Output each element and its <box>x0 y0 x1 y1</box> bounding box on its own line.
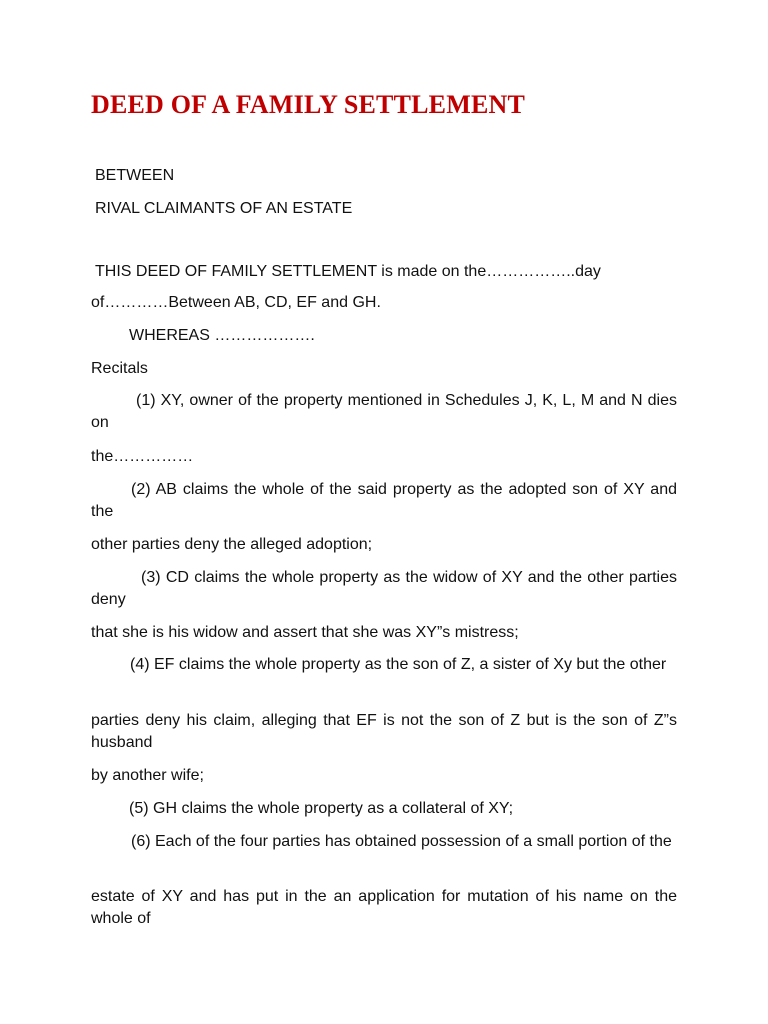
recital-3-continuation: that she is his widow and assert that she was XY”s mistress; <box>91 624 519 641</box>
recital-6-continuation: estate of XY and has put in the an application for mutation of his name on the whole of <box>91 888 677 927</box>
recital-1-paragraph: (1) XY, owner of the property mentioned in Schedules J, K, L, M and N dies on <box>91 392 677 431</box>
recital-1-continuation: the…………… <box>91 448 194 465</box>
recital-5-paragraph: (5) GH claims the whole property as a collateral of XY; <box>129 800 514 817</box>
recital-3-paragraph: (3) CD claims the whole property as the widow of XY and the other parties deny <box>91 569 677 608</box>
recitals-heading: Recitals <box>91 360 148 377</box>
recital-4-continuation: parties deny his claim, alleging that EF is not the son of Z but is the son of Z”s husband <box>91 712 677 751</box>
between-label: BETWEEN <box>95 167 175 184</box>
recital-6-paragraph: (6) Each of the four parties has obtained possession of a small portion of the <box>131 833 672 850</box>
document-title: DEED OF A FAMILY SETTLEMENT <box>91 90 526 119</box>
parties-label: RIVAL CLAIMANTS OF AN ESTATE <box>95 200 353 217</box>
whereas-line: WHEREAS ………………. <box>129 327 315 344</box>
intro-line-1: THIS DEED OF FAMILY SETTLEMENT is made on the……………..day <box>95 263 601 280</box>
recital-4-end: by another wife; <box>91 767 204 784</box>
recital-2-paragraph: (2) AB claims the whole of the said property as the adopted son of XY and the <box>91 481 677 520</box>
recital-2-continuation: other parties deny the alleged adoption; <box>91 536 373 553</box>
intro-line-2: of…………Between AB, CD, EF and GH. <box>91 294 381 311</box>
recital-4-paragraph: (4) EF claims the whole property as the son of Z, a sister of Xy but the other <box>130 656 667 673</box>
